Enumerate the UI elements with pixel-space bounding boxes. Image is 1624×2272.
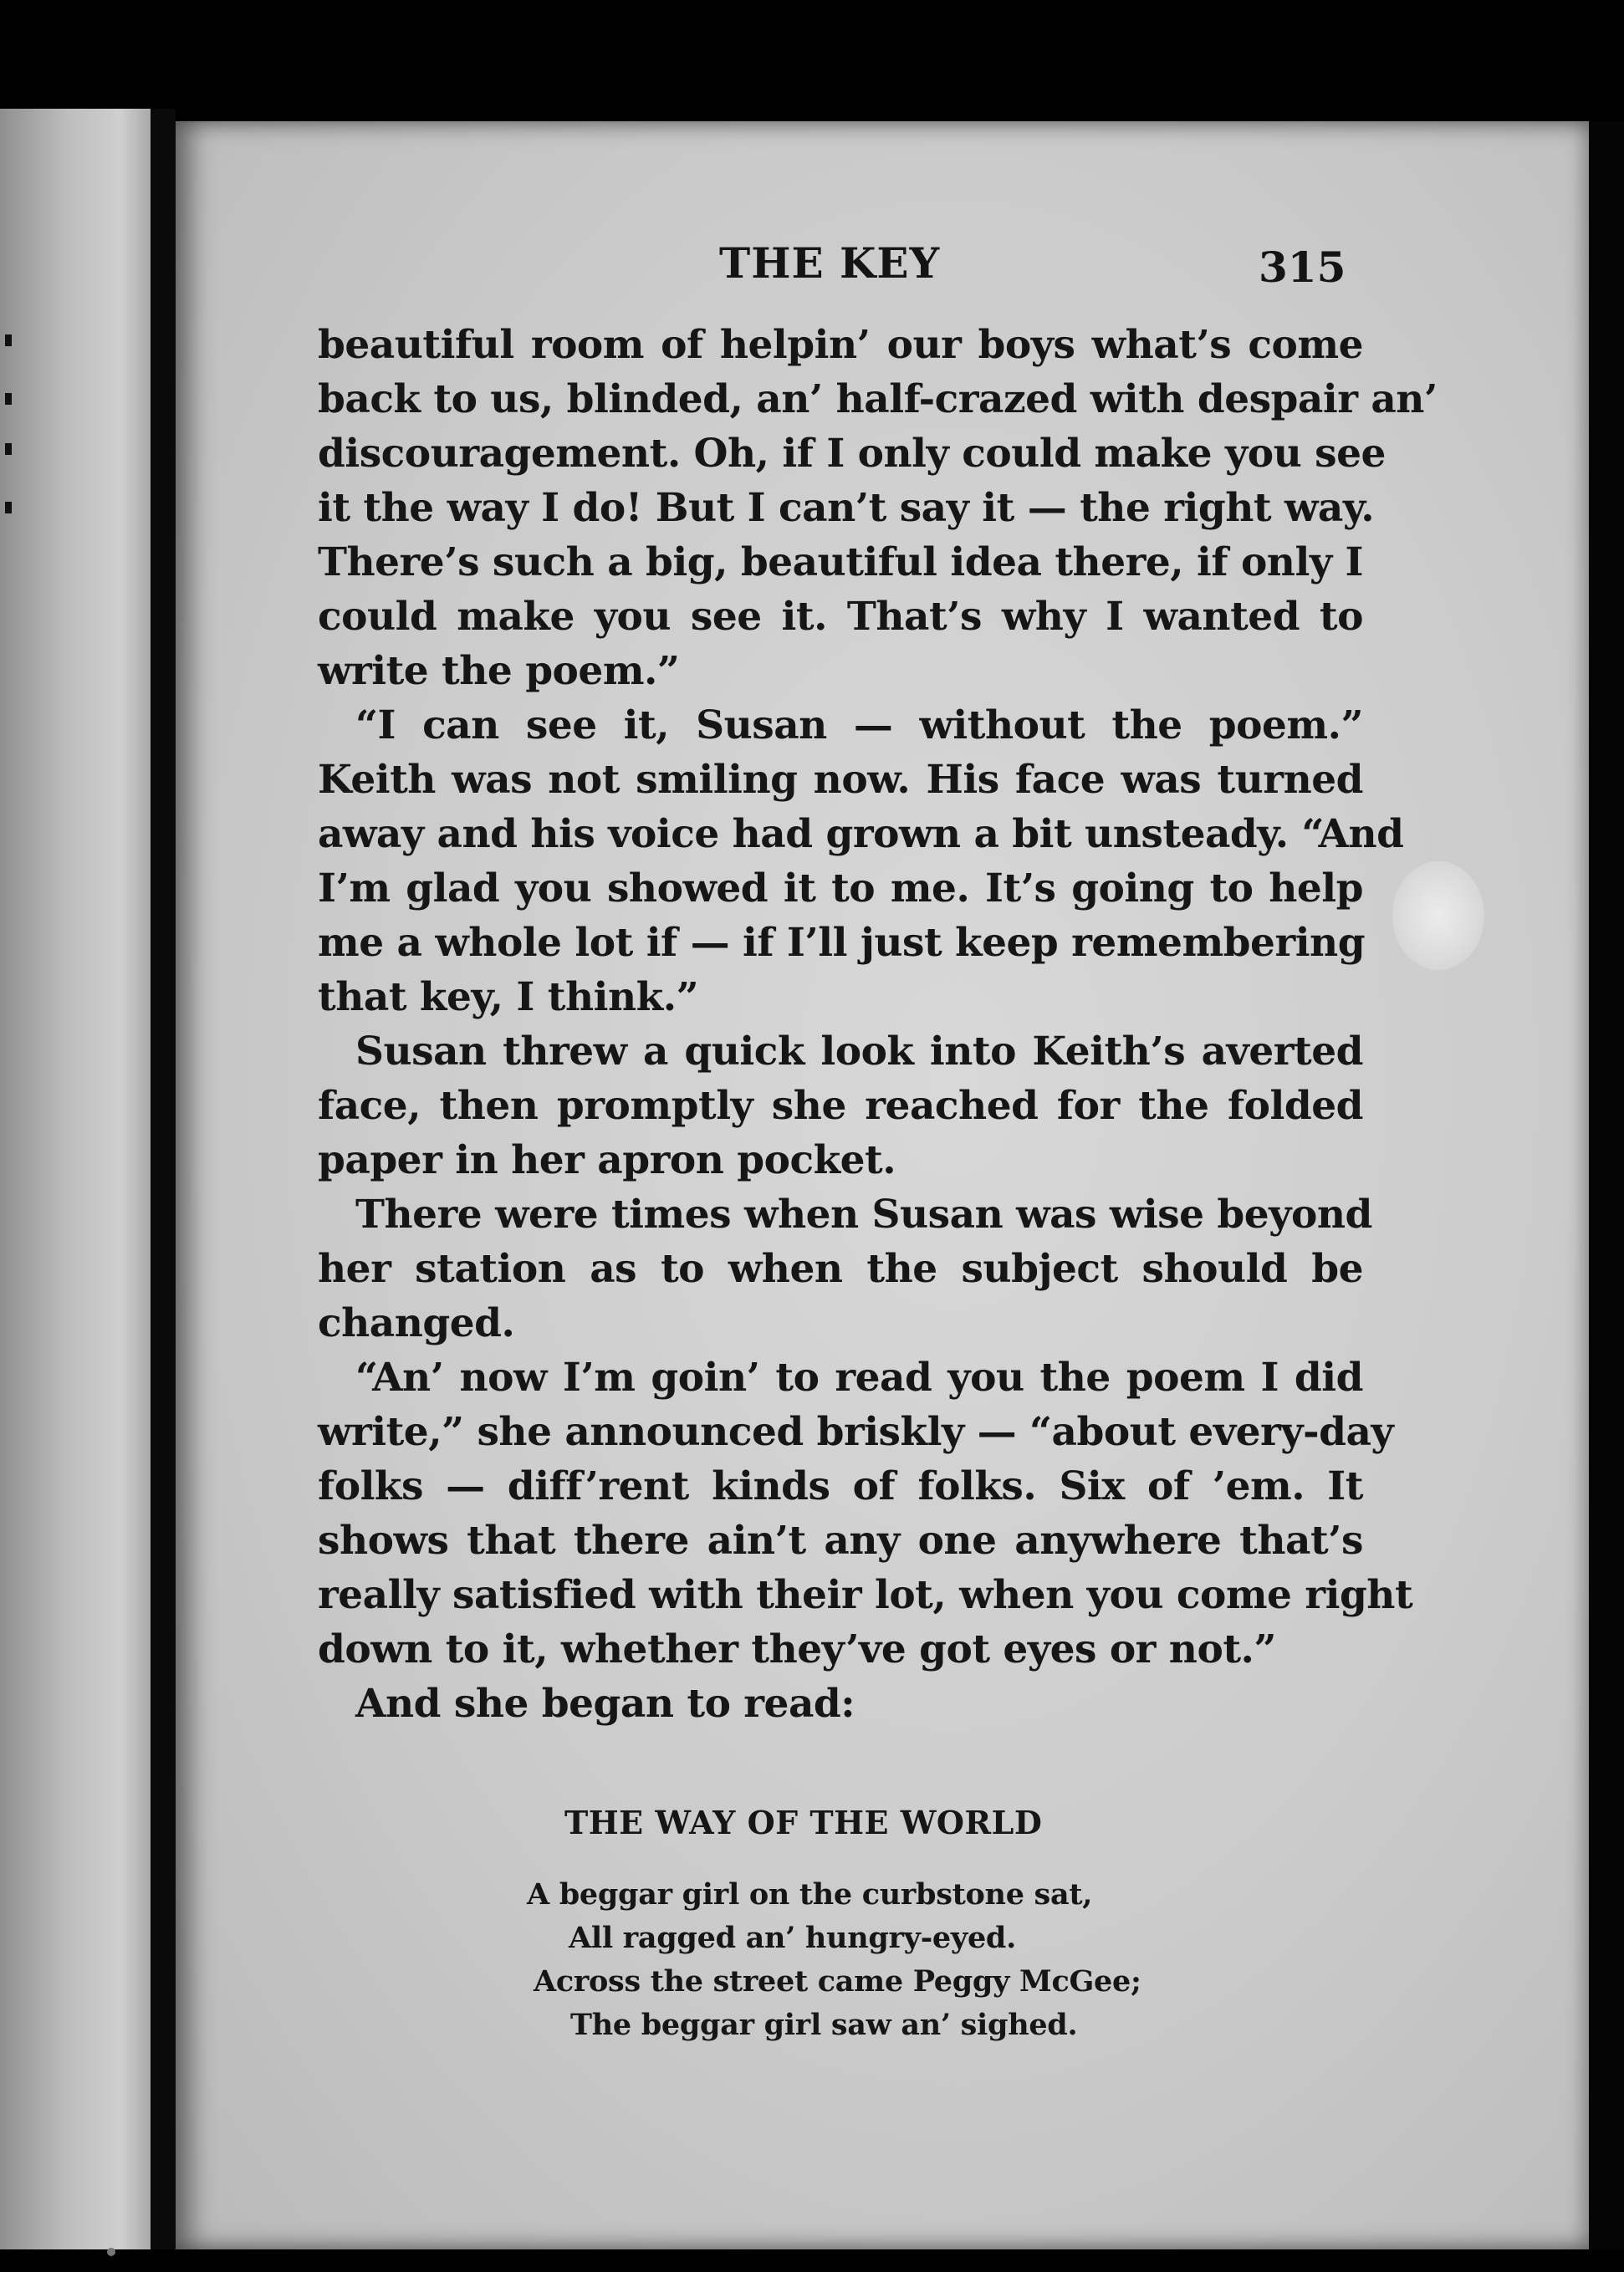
text-line: Keith was not smiling now. His face was turned — [318, 757, 1363, 803]
poem-stanza — [527, 1873, 1162, 2047]
text-line: “I can see it, Susan — without the poem.” — [355, 702, 1363, 748]
book-gutter — [151, 109, 176, 2249]
text-line: Susan threw a quick look into Keith’s averted — [355, 1029, 1363, 1075]
page-right-border — [1589, 121, 1624, 2249]
text-line: beautiful room of helpin’ our boys what’s come — [318, 322, 1363, 368]
page-edge-mark — [5, 334, 12, 346]
text-line: write the poem.” — [318, 648, 680, 694]
text-line: There’s such a big, beautiful idea there, if only I — [318, 539, 1363, 585]
text-line: could make you see it. That’s why I wanted to — [318, 594, 1363, 640]
previous-page-edge — [0, 109, 151, 2249]
text-line: paper in her apron pocket. — [318, 1137, 896, 1183]
text-line: me a whole lot if — if I’ll just keep remembering — [318, 920, 1366, 966]
text-line: There were times when Susan was wise beyond — [355, 1192, 1372, 1238]
poem-verse: The beggar girl saw an’ sighed. — [570, 2008, 1078, 2042]
text-line: back to us, blinded, an’ half-crazed with despair an’ — [318, 376, 1438, 422]
body-text — [318, 318, 1438, 1731]
page-edge-mark — [5, 443, 12, 455]
text-line: away and his voice had grown a bit unsteady. “And — [318, 811, 1404, 857]
text-line: folks — diff’rent kinds of folks. Six of ’em. It — [318, 1463, 1363, 1509]
text-line: really satisfied with their lot, when you come right — [318, 1572, 1413, 1618]
poem-title: THE WAY OF THE WORLD — [564, 1804, 1043, 1841]
text-line: changed. — [318, 1300, 515, 1346]
page-edge-mark — [5, 502, 12, 513]
text-line: it the way I do! But I can’t say it — the right way. — [318, 485, 1375, 531]
poem-verse: A beggar girl on the curbstone sat, — [527, 1877, 1093, 1912]
text-line: And she began to read: — [355, 1681, 855, 1727]
page-edge-mark — [5, 393, 12, 405]
text-line: face, then promptly she reached for the folded — [318, 1083, 1363, 1129]
page-number: 315 — [1259, 243, 1346, 292]
running-head: THE KEY — [719, 238, 941, 288]
paper-stain — [1392, 861, 1484, 970]
poem-verse: All ragged an’ hungry-eyed. — [569, 1921, 1016, 1955]
text-line: her station as to when the subject should be — [318, 1246, 1363, 1292]
text-line: write,” she announced briskly — “about every-day — [318, 1409, 1394, 1455]
text-line: down to it, whether they’ve got eyes or not.” — [318, 1626, 1276, 1672]
text-line: “An’ now I’m goin’ to read you the poem I did — [355, 1355, 1363, 1401]
text-line: I’m glad you showed it to me. It’s going to help — [318, 865, 1363, 911]
text-line: shows that there ain’t any one anywhere that’s — [318, 1518, 1363, 1564]
scan-speck — [107, 2248, 115, 2256]
text-line: that key, I think.” — [318, 974, 699, 1020]
poem-verse: Across the street came Peggy McGee; — [534, 1964, 1141, 1999]
text-line: discouragement. Oh, if I only could make you see — [318, 431, 1386, 477]
